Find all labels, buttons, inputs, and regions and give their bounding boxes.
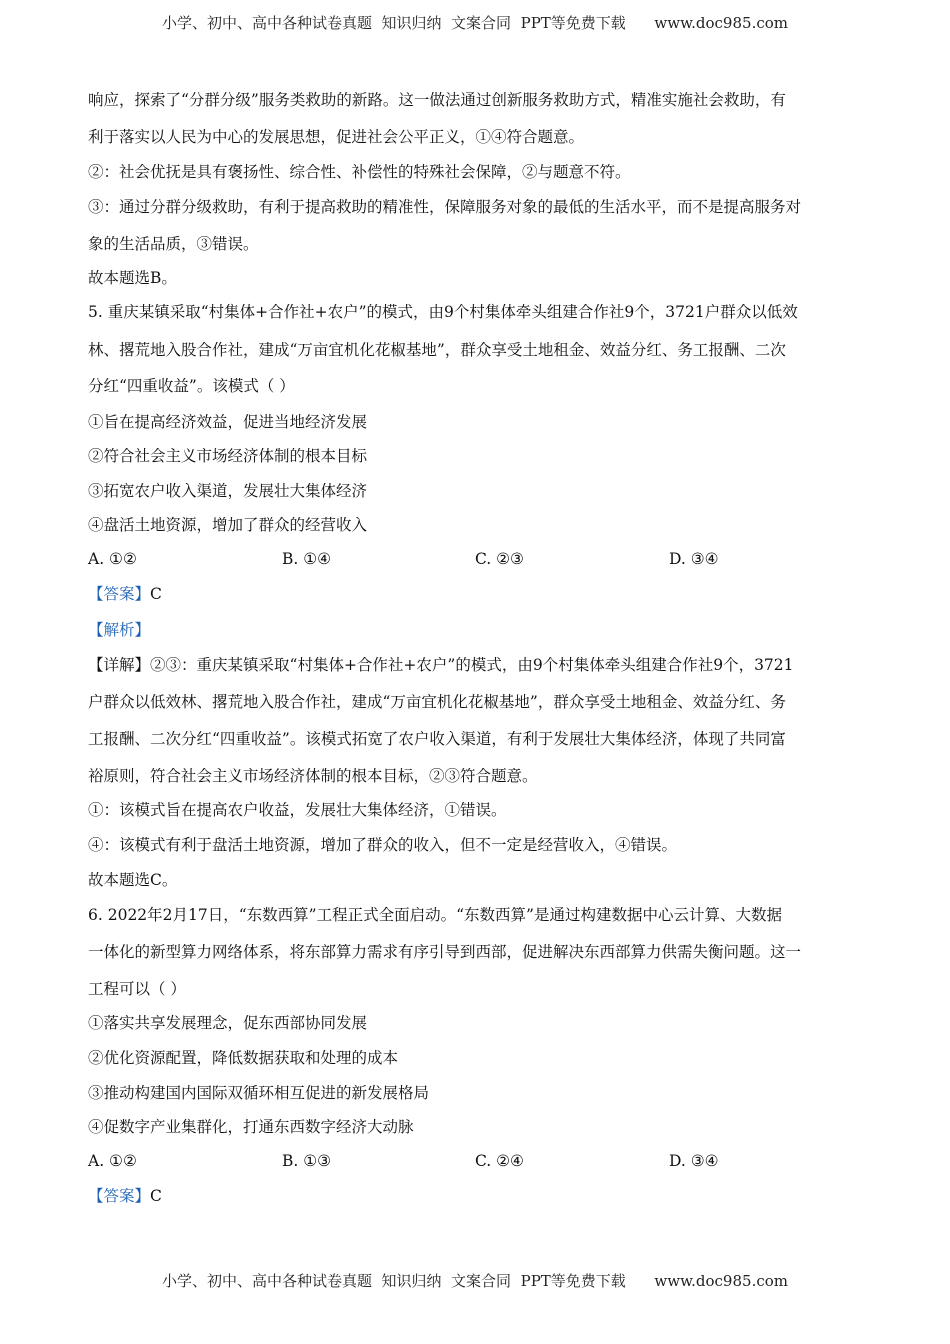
option-a: A. ①②: [88, 1152, 137, 1170]
detail-line: ①：该模式旨在提高农户收益，发展壮大集体经济，①错误。: [88, 801, 507, 819]
statement-3: ③拓宽农户收入渠道，发展壮大集体经济: [88, 482, 368, 500]
page-header: 小学、初中、高中各种试卷真题 知识归纳 文案合同 PPT等免费下载 www.doc985.com: [161, 14, 788, 32]
question-5-stem: 5. 重庆某镇采取“村集体+合作社+农户”的模式，由9个村集体牵头组建合作社9个，3721户群众以低效: [88, 303, 798, 321]
detail-tag: 【详解】: [88, 656, 151, 674]
analysis-tag: 【解析】: [88, 621, 151, 639]
answer-tag: 【答案】: [88, 1187, 151, 1205]
question-6-stem: 一体化的新型算力网络体系，将东部算力需求有序引导到西部，促进解决东西部算力供需失衡问题。这一: [88, 943, 802, 961]
detail-text: ②③：重庆某镇采取“村集体+合作社+农户”的模式，由9个村集体牵头组建合作社9个，3721: [150, 656, 794, 674]
paragraph-line: ③：通过分群分级救助，有利于提高救助的精准性，保障服务对象的最低的生活水平，而不是提高服务对: [88, 198, 802, 216]
option-d: D. ③④: [669, 550, 719, 568]
answer-line: [88, 1186, 162, 1206]
option-d: D. ③④: [669, 1152, 719, 1170]
paragraph-line: 象的生活品质，③错误。: [88, 235, 259, 253]
statement-1: ①旨在提高经济效益，促进当地经济发展: [88, 413, 368, 431]
question-6-stem: 6. 2022年2月17日，“东数西算”工程正式全面启动。“东数西算”是通过构建数据中心云计算、大数据: [88, 906, 782, 924]
question-5-stem: 林、撂荒地入股合作社，建成“万亩宜机化花椒基地”，群众享受土地租金、效益分红、务工报酬、二次: [88, 341, 786, 359]
option-a: A. ①②: [88, 550, 137, 568]
answer-line: [88, 584, 162, 604]
paragraph-line: ②：社会优抚是具有褒扬性、综合性、补偿性的特殊社会保障，②与题意不符。: [88, 163, 631, 181]
answer-value: C: [150, 585, 162, 603]
answer-value: C: [150, 1187, 162, 1205]
statement-4: ④促数字产业集群化，打通东西数字经济大动脉: [88, 1118, 414, 1136]
statement-3: ③推动构建国内国际双循环相互促进的新发展格局: [88, 1084, 430, 1102]
statement-2: ②优化资源配置，降低数据获取和处理的成本: [88, 1049, 399, 1067]
question-6-stem: 工程可以（ ）: [88, 980, 186, 998]
statement-4: ④盘活土地资源，增加了群众的经营收入: [88, 516, 368, 534]
option-c: C. ②③: [475, 550, 524, 568]
option-b: B. ①③: [282, 1152, 332, 1170]
detail-line: 户群众以低效林、撂荒地入股合作社，建成“万亩宜机化花椒基地”，群众享受土地租金、效益分红、务: [88, 693, 786, 711]
paragraph-line: 利于落实以人民为中心的发展思想，促进社会公平正义，①④符合题意。: [88, 128, 585, 146]
analysis-line: [88, 620, 150, 640]
detail-line: [88, 655, 794, 675]
page-footer: 小学、初中、高中各种试卷真题 知识归纳 文案合同 PPT等免费下载 www.doc985.com: [161, 1272, 788, 1290]
statement-1: ①落实共享发展理念，促东西部协同发展: [88, 1014, 368, 1032]
paragraph-line: 响应，探索了“分群分级”服务类救助的新路。这一做法通过创新服务救助方式，精准实施社会救助，有: [88, 91, 786, 109]
statement-2: ②符合社会主义市场经济体制的根本目标: [88, 447, 368, 465]
detail-line: 故本题选C。: [88, 871, 178, 889]
detail-line: 裕原则，符合社会主义市场经济体制的根本目标，②③符合题意。: [88, 767, 538, 785]
option-b: B. ①④: [282, 550, 332, 568]
option-c: C. ②④: [475, 1152, 524, 1170]
detail-line: ④：该模式有利于盘活土地资源，增加了群众的收入，但不一定是经营收入，④错误。: [88, 836, 678, 854]
detail-line: 工报酬、二次分红“四重收益”。该模式拓宽了农户收入渠道，有利于发展壮大集体经济，体现了共同富: [88, 730, 786, 748]
answer-tag: 【答案】: [88, 585, 151, 603]
question-5-stem: 分红“四重收益”。该模式（ ）: [88, 377, 295, 395]
paragraph-line: 故本题选B。: [88, 269, 177, 287]
